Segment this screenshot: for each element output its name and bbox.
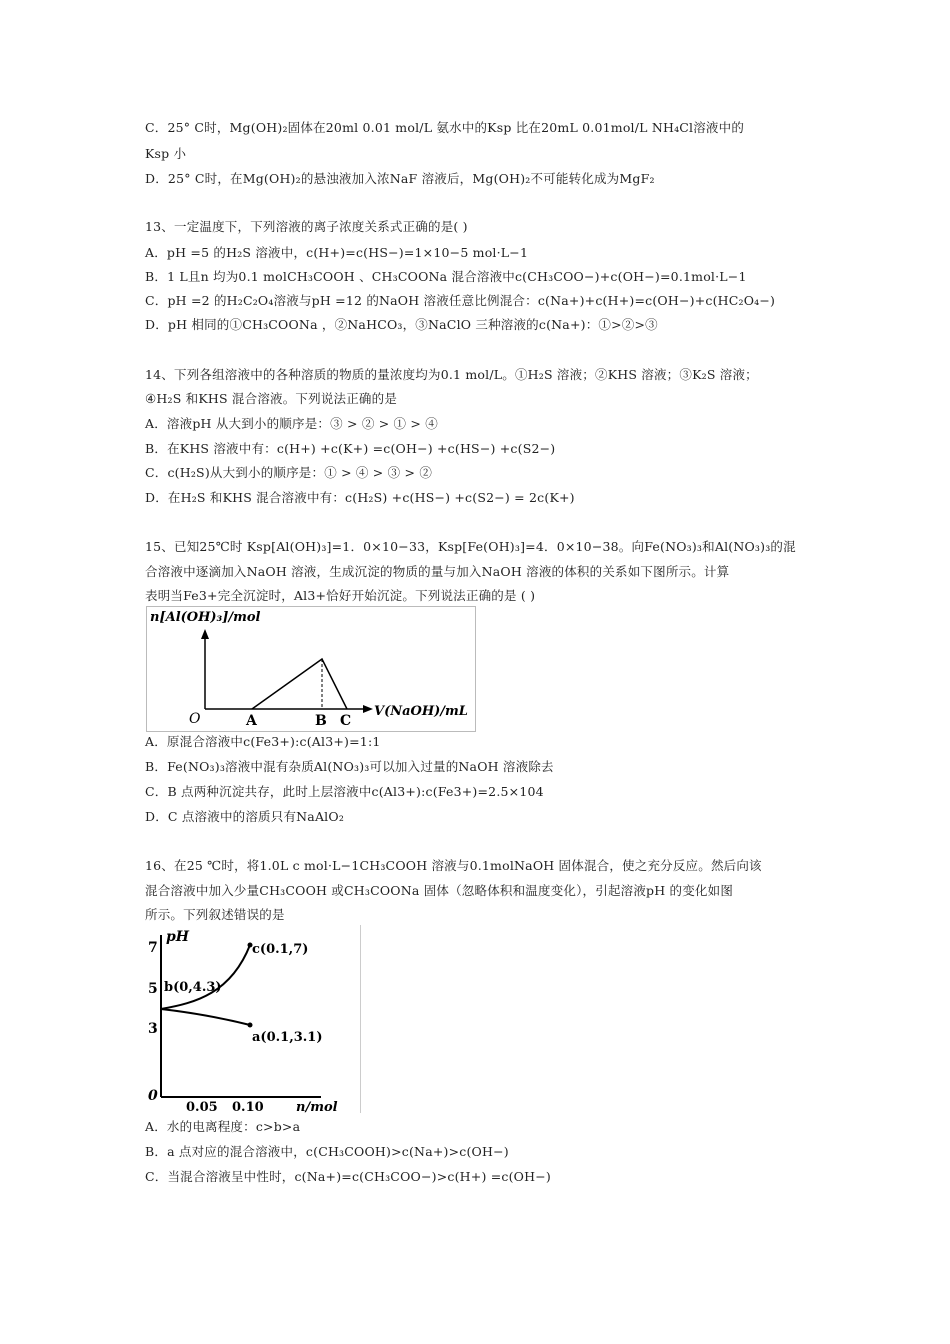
ph-graph-svg bbox=[146, 925, 360, 1113]
point-a bbox=[248, 1023, 253, 1028]
point-a-label: A bbox=[246, 713, 257, 729]
question-16-stem-cont: 所示。下列叙述错误的是 bbox=[145, 907, 285, 922]
question-15-stem-cont: 表明当Fe3+完全沉淀时，Al3+恰好开始沉淀。下列说法正确的是 ( ) bbox=[145, 588, 536, 603]
label-c: c(0.1,7) bbox=[252, 942, 309, 957]
text-line: D．25° C时，在Mg(OH)₂的悬浊液加入浓NaF 溶液后，Mg(OH)₂不可能转化成为MgF₂ bbox=[145, 171, 655, 186]
option-14-c: C．c(H₂S)从大到小的顺序是：① > ④ > ③ > ② bbox=[145, 465, 433, 480]
option-16-b: B．a 点对应的混合溶液中，c(CH₃COOH)>c(Na+)>c(OH−) bbox=[145, 1144, 509, 1159]
precipitate-curve bbox=[252, 659, 347, 709]
question-14-stem: 14、下列各组溶液中的各种溶质的物质的量浓度均为0.1 mol/L。①H₂S 溶液；②KHS 溶液；③K₂S 溶液； bbox=[145, 367, 758, 382]
y-tick-3: 3 bbox=[148, 1021, 158, 1037]
option-14-b: B．在KHS 溶液中有：c(H+) +c(K+) =c(OH−) +c(HS−) +c(S2−) bbox=[145, 441, 556, 456]
x-tick-010: 0.10 bbox=[232, 1100, 264, 1113]
y-axis-label: pH bbox=[166, 929, 190, 945]
x-tick-005: 0.05 bbox=[186, 1100, 218, 1113]
option-15-b: B．Fe(NO₃)₃溶液中混有杂质Al(NO₃)₃可以加入过量的NaOH 溶液除去 bbox=[145, 759, 554, 774]
y-tick-7: 7 bbox=[148, 940, 158, 956]
x-axis-arrow bbox=[363, 705, 373, 713]
option-14-d: D．在H₂S 和KHS 混合溶液中有：c(H₂S) +c(HS−) +c(S2−) = 2c(K+) bbox=[145, 490, 575, 505]
option-16-a: A．水的电离程度：c>b>a bbox=[145, 1119, 301, 1134]
question-16-stem-cont: 混合溶液中加入少量CH₃COOH 或CH₃COONa 固体（忽略体积和温度变化），引起溶液pH 的变化如图 bbox=[145, 883, 734, 898]
label-a: a(0.1,3.1) bbox=[252, 1030, 323, 1045]
option-15-d: D．C 点溶液中的溶质只有NaAlO₂ bbox=[145, 809, 345, 824]
point-b-label: B bbox=[315, 713, 327, 729]
option-14-a: A．溶液pH 从大到小的顺序是：③ > ② > ① > ④ bbox=[145, 416, 438, 431]
x-axis-label: n/mol bbox=[296, 1100, 338, 1113]
curve-to-c bbox=[161, 945, 250, 1009]
x-axis-label: V(NaOH)/mL bbox=[374, 704, 468, 719]
question-15-stem-cont: 合溶液中逐滴加入NaOH 溶液，生成沉淀的物质的量与加入NaOH 溶液的体积的关系如下图所示。计算 bbox=[145, 564, 730, 579]
point-c-label: C bbox=[340, 713, 352, 729]
curve-to-a bbox=[161, 1009, 250, 1025]
label-b: b(0,4.3) bbox=[164, 980, 222, 995]
question-13-stem: 13、一定温度下，下列溶液的离子浓度关系式正确的是( ) bbox=[145, 219, 468, 234]
ph-graph bbox=[146, 925, 361, 1113]
y-axis-label: n[Al(OH)₃]/mol bbox=[150, 610, 261, 625]
option-13-b: B．1 L且n 均为0.1 molCH₃COOH 、CH₃COONa 混合溶液中c(CH₃COO−)+c(OH−)=0.1mol·L−1 bbox=[145, 269, 747, 284]
text-line: Ksp 小 bbox=[145, 146, 187, 161]
text-line: C．25° C时，Mg(OH)₂固体在20ml 0.01 mol/L 氨水中的Ksp 比在20mL 0.01mol/L NH₄Cl溶液中的 bbox=[145, 120, 745, 135]
y-tick-5: 5 bbox=[148, 981, 158, 997]
option-15-a: A．原混合溶液中c(Fe3+):c(Al3+)=1:1 bbox=[145, 734, 381, 749]
option-13-c: C．pH =2 的H₂C₂O₄溶液与pH =12 的NaOH 溶液任意比例混合：c(Na+)+c(H+)=c(OH−)+c(HC₂O₄−) bbox=[145, 293, 776, 308]
option-15-c: C．B 点两种沉淀共存，此时上层溶液中c(Al3+):c(Fe3+)=2.5×104 bbox=[145, 784, 544, 799]
option-16-c: C．当混合溶液呈中性时，c(Na+)=c(CH₃COO−)>c(H+) =c(OH−) bbox=[145, 1169, 551, 1184]
origin-label: O bbox=[189, 711, 201, 727]
precipitate-graph bbox=[146, 606, 476, 732]
y-axis-arrow bbox=[201, 629, 209, 639]
question-15-stem: 15、已知25℃时 Ksp[Al(OH)₃]=1．0×10−33，Ksp[Fe(OH)₃]=4．0×10−38。向Fe(NO₃)₃和Al(NO₃)₃的混 bbox=[145, 539, 796, 554]
option-13-a: A．pH =5 的H₂S 溶液中，c(H+)=c(HS−)=1×10−5 mol·L−1 bbox=[145, 245, 529, 260]
y-tick-0: 0 bbox=[148, 1088, 158, 1104]
question-16-stem: 16、在25 ℃时，将1.0L c mol·L−1CH₃COOH 溶液与0.1molNaOH 固体混合，使之充分反应。然后向该 bbox=[145, 858, 762, 873]
question-14-stem-cont: ④H₂S 和KHS 混合溶液。下列说法正确的是 bbox=[145, 391, 398, 406]
precipitate-graph-svg bbox=[147, 607, 475, 731]
option-13-d: D．pH 相同的①CH₃COONa ，②NaHCO₃，③NaClO 三种溶液的c(Na+)：①>②>③ bbox=[145, 317, 658, 332]
